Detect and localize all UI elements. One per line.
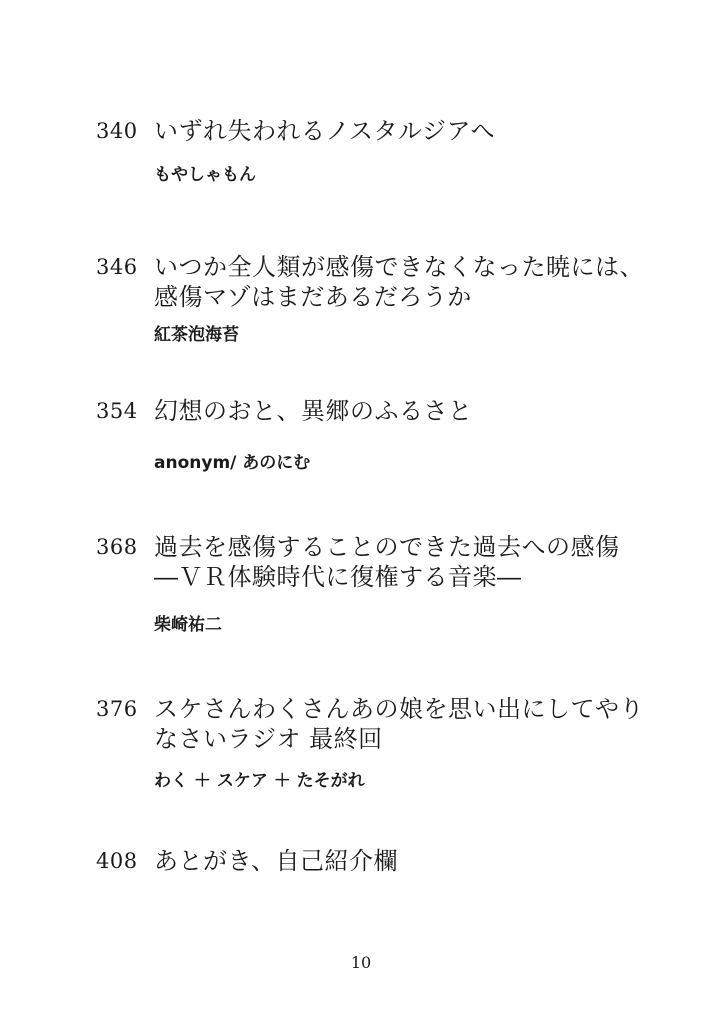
- entry-author: 柴崎祐二: [154, 615, 222, 635]
- entry-title: [154, 252, 654, 312]
- entry-title: [154, 846, 654, 876]
- entry-title-line: あとがき、自己紹介欄: [154, 847, 399, 875]
- entry-title: [154, 694, 654, 754]
- entry-author: もやしゃもん: [154, 165, 256, 185]
- entry-title-line: なさいラジオ 最終回: [154, 725, 383, 753]
- entry-page-number: 368: [96, 535, 138, 559]
- entry-title-line: スケさんわくさんあの娘を思い出にしてやり: [154, 695, 644, 723]
- entry-title-line: 感傷マゾはまだあるだろうか: [154, 283, 472, 311]
- entry-title-line: いずれ失われるノスタルジアへ: [154, 117, 495, 145]
- entry-title: [154, 116, 654, 146]
- entry-author: 紅茶泡海苔: [154, 325, 239, 345]
- entry-title-line: いつか全人類が感傷できなくなった暁には、: [154, 253, 644, 281]
- entry-title: [154, 396, 654, 426]
- entry-title: [154, 532, 654, 592]
- entry-title-line: 過去を感傷することのできた過去への感傷: [154, 533, 620, 561]
- entry-page-number: 340: [96, 119, 138, 143]
- entry-title-line: 幻想のおと、異郷のふるさと: [154, 397, 473, 425]
- entry-author: わく ＋ スケア ＋ たそがれ: [154, 771, 365, 791]
- entry-page-number: 408: [96, 849, 138, 873]
- entry-page-number: 376: [96, 697, 138, 721]
- entry-author: anonym/ あのにむ: [154, 453, 311, 473]
- page-number: 10: [350, 953, 372, 972]
- entry-page-number: 346: [96, 255, 138, 279]
- entry-title-line: ―ＶＲ体験時代に復権する音楽―: [154, 563, 522, 591]
- entry-page-number: 354: [96, 399, 138, 423]
